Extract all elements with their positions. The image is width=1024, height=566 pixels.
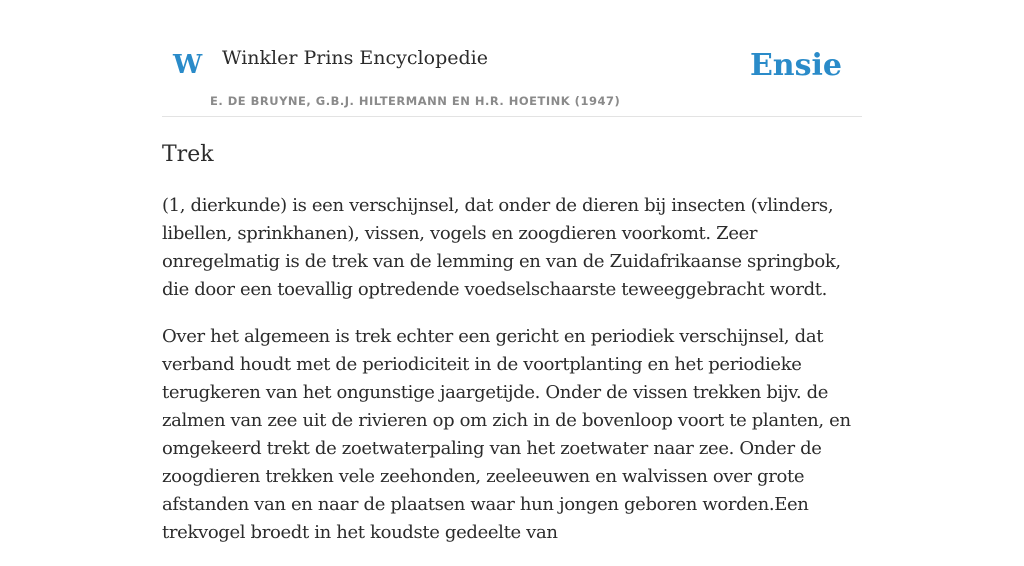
source-title-link[interactable]: Winkler Prins Encyclopedie [222, 47, 488, 69]
article-paragraph: Over het algemeen is trek echter een gericht en periodiek verschijnsel, dat verband houdt met de periodiciteit in de voortplanting en het periodieke terugkeren van het ongunstige jaargetijde. Onder de vissen trekken bijv. de zalmen van zee uit de rivieren op om zich in de bovenloop voort te planten, en omgekeerd trekt de zoetwaterpaling van het zoetwater naar zee. Onder de zoogdieren trekken vele zeehonden, zeeleeuwen en walvissen over grote afstanden van en naar de plaatsen waar hun jongen geboren worden.Een trekvogel broedt in het koudste gedeelte van [162, 326, 851, 543]
source-header [162, 0, 862, 117]
article-title: Trek [162, 142, 214, 167]
brand-logo-link[interactable]: Ensie [749, 48, 842, 83]
source-authors: E. DE BRUYNE, G.B.J. HILTERMANN EN H.R. HOETINK (1947) [210, 94, 621, 108]
article-body [162, 192, 862, 566]
article-paragraph: (1, dierkunde) is een verschijnsel, dat onder de dieren bij insecten (vlinders, libellen, sprinkhanen), vissen, vogels en zoogdieren voorkomt. Zeer onregelmatig is de trek van de lemming en van de Zuidafrikaanse springbok, die door een toevallig optredende voedselschaarste teweeggebracht wordt. [162, 195, 841, 300]
source-logo: W [173, 50, 203, 80]
